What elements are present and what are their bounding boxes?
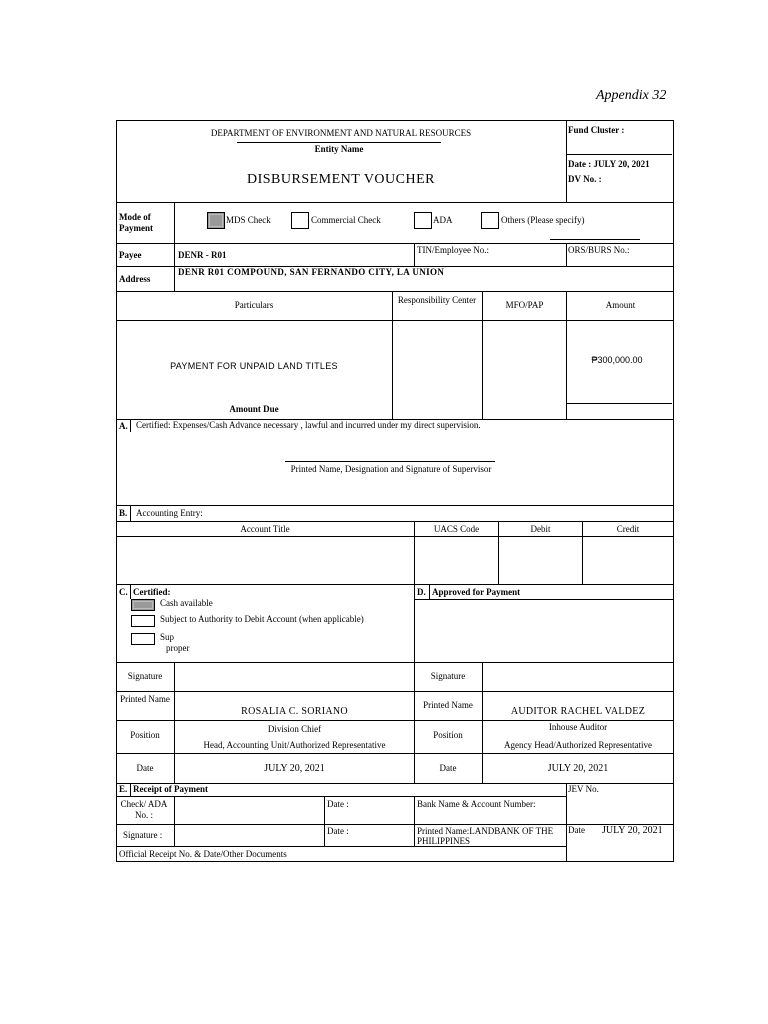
particulars-header: Particulars xyxy=(234,300,274,310)
jev-date-label: Date xyxy=(568,825,585,835)
authority-debit-checkbox[interactable] xyxy=(131,615,155,627)
commercial-check-checkbox[interactable] xyxy=(291,212,309,229)
printed-name-label-right: Printed Name xyxy=(423,700,473,710)
payee-value[interactable]: DENR - R01 xyxy=(178,250,227,260)
account-title-header: Account Title xyxy=(240,524,290,534)
supporting-documents-proper: proper xyxy=(166,643,190,653)
section-b-letter: B. xyxy=(119,508,128,518)
mfo-pap-header: MFO/PAP xyxy=(505,300,544,310)
uacs-code-header: UACS Code xyxy=(433,524,480,534)
fund-cluster-label: Fund Cluster : xyxy=(568,125,625,135)
others-label: Others (Please specify) xyxy=(501,215,585,225)
credit-header: Credit xyxy=(616,524,640,534)
receipt-date-label-2: Date : xyxy=(327,826,349,836)
supporting-documents-checkbox[interactable] xyxy=(131,633,155,645)
amount-due-label: Amount Due xyxy=(229,404,279,414)
cash-available-checkbox[interactable] xyxy=(131,599,155,611)
cash-available-label: Cash available xyxy=(160,598,213,608)
section-a-text: Certified: Expenses/Cash Advance necessary , lawful and incurred under my direct supervision. xyxy=(136,420,481,430)
left-signatory-name: ROSALIA C. SORIANO xyxy=(241,706,348,717)
section-a-letter: A. xyxy=(119,421,128,431)
printed-name-label-left: Printed Name xyxy=(120,694,170,704)
ada-label: ADA xyxy=(433,215,453,225)
appendix-label: Appendix 32 xyxy=(596,88,667,103)
jev-date-value: JULY 20, 2021 xyxy=(602,825,663,836)
mds-check-label: MDS Check xyxy=(226,215,271,225)
payee-label: Payee xyxy=(119,250,142,260)
bank-account-label: Bank Name & Account Number: xyxy=(417,799,536,809)
right-signatory-position: Inhouse Auditor xyxy=(548,722,608,732)
voucher-date: Date : JULY 20, 2021 xyxy=(568,159,650,169)
section-d-letter: D. xyxy=(417,587,426,597)
particulars-description: PAYMENT FOR UNPAID LAND TITLES xyxy=(170,361,338,371)
supervisor-signature-caption: Printed Name, Designation and Signature of Supervisor xyxy=(290,464,492,474)
supporting-documents-label: Sup xyxy=(160,632,175,642)
jev-number-label: JEV No. xyxy=(568,784,599,794)
amount-header: Amount xyxy=(605,300,636,310)
receipt-signature-label: Signature : xyxy=(123,830,163,840)
position-label-left: Position xyxy=(130,730,160,740)
authority-debit-label: Subject to Authority to Debit Account (when applicable) xyxy=(160,614,364,624)
right-signatory-date: JULY 20, 2021 xyxy=(547,763,609,774)
commercial-check-label: Commercial Check xyxy=(311,215,381,225)
responsibility-center-header: Responsibility Center xyxy=(397,295,477,305)
section-e-letter: E. xyxy=(119,784,128,794)
right-signatory-caption: Agency Head/Authorized Representative xyxy=(504,740,652,750)
left-signatory-caption: Head, Accounting Unit/Authorized Representative xyxy=(203,740,386,750)
ors-burs-label: ORS/BURS No.: xyxy=(568,245,630,255)
receipt-printed-name: Printed Name:LANDBANK OF THE PHILIPPINES xyxy=(417,826,554,846)
signature-label-left: Signature xyxy=(127,671,163,681)
section-c-letter: C. xyxy=(119,587,128,597)
department-name: DEPARTMENT OF ENVIRONMENT AND NATURAL RESOURCES xyxy=(210,128,472,138)
ada-checkbox[interactable] xyxy=(414,212,432,229)
section-c-label: Certified: xyxy=(133,587,171,597)
signature-label-right: Signature xyxy=(430,671,466,681)
entity-name-label: Entity Name xyxy=(314,144,364,154)
date-label-left: Date xyxy=(136,763,154,773)
date-label-right: Date xyxy=(439,763,457,773)
mds-check-checkbox[interactable] xyxy=(207,212,225,229)
check-ada-label: Check/ ADA No. : xyxy=(120,799,168,820)
receipt-date-label-1: Date : xyxy=(327,799,349,809)
accounting-entry-label: Accounting Entry: xyxy=(136,508,203,518)
address-label: Address xyxy=(119,274,151,284)
official-receipt-label: Official Receipt No. & Date/Other Documents xyxy=(119,849,287,859)
amount-value: ₱300,000.00 xyxy=(591,355,643,365)
left-signatory-position: Division Chief xyxy=(267,724,322,734)
others-checkbox[interactable] xyxy=(481,212,499,229)
mode-of-payment-label: Mode of Payment xyxy=(119,212,153,233)
right-signatory-name: AUDITOR RACHEL VALDEZ xyxy=(510,706,646,717)
approved-for-payment-label: Approved for Payment xyxy=(432,587,521,597)
position-label-right: Position xyxy=(433,730,463,740)
page-title: DISBURSEMENT VOUCHER xyxy=(246,172,435,187)
left-signatory-date: JULY 20, 2021 xyxy=(264,763,325,774)
tin-label: TIN/Employee No.: xyxy=(417,245,489,255)
receipt-of-payment-label: Receipt of Payment xyxy=(133,784,208,794)
address-value[interactable]: DENR R01 COMPOUND, SAN FERNANDO CITY, LA UNION xyxy=(178,267,445,277)
debit-header: Debit xyxy=(530,524,551,534)
dv-number-label: DV No. : xyxy=(568,174,602,184)
